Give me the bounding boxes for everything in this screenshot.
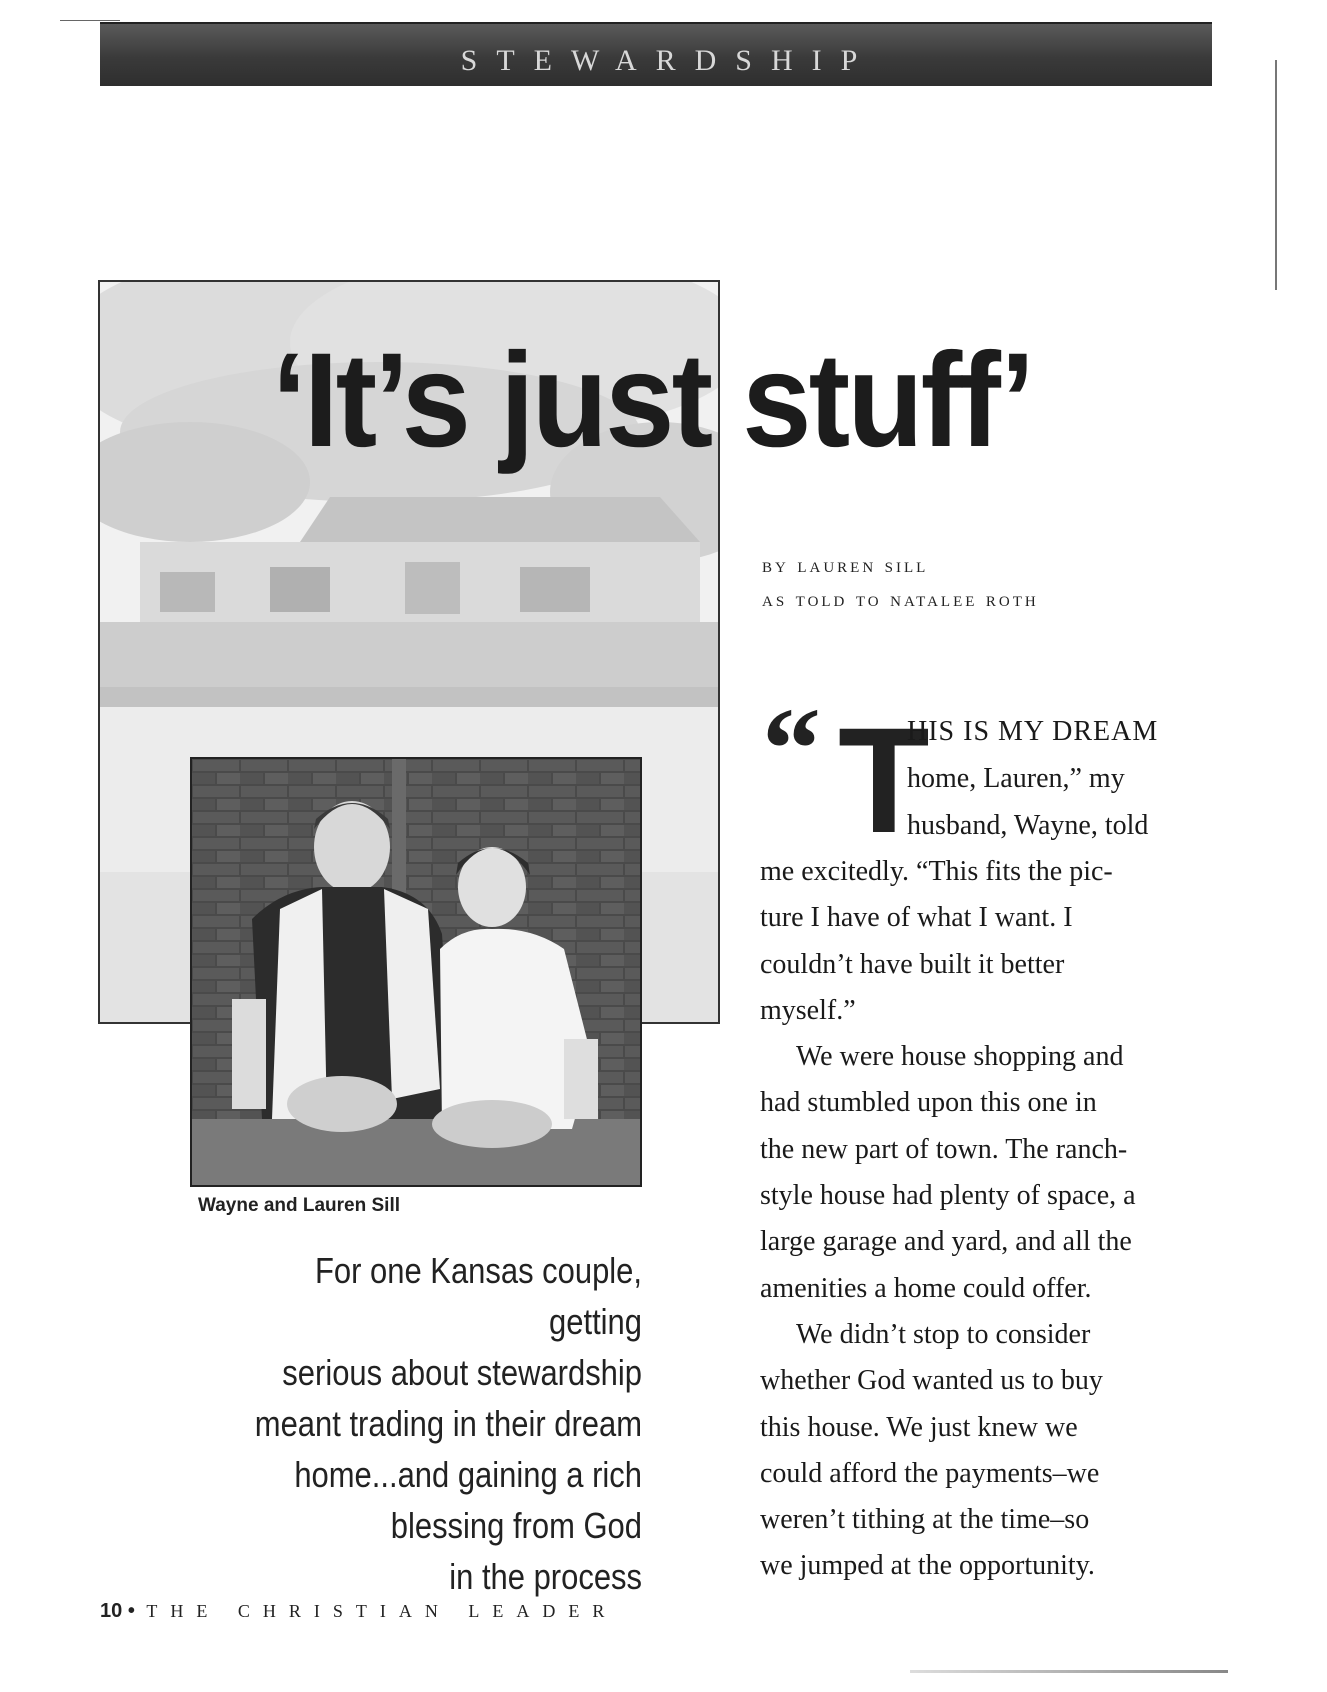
lead-line: home, Lauren,” my [907, 763, 1125, 794]
body-line: large garage and yard, and all the [760, 1226, 1132, 1258]
footer-separator: • [127, 1600, 135, 1622]
body-line: this house. We just knew we [760, 1411, 1078, 1443]
deck-line: meant trading in their dream [254, 1403, 643, 1444]
body-line: whether God wanted us to buy [760, 1365, 1103, 1397]
couple-photo [190, 757, 642, 1187]
dropcap-quote-mark: “ [762, 683, 821, 814]
body-line: amenities a home could offer. [760, 1272, 1092, 1304]
publication-name: THE CHRISTIAN LEADER [146, 1601, 618, 1621]
section-label: STEWARDSHIP [460, 44, 877, 77]
deck-line: For one Kansas couple, getting [314, 1250, 642, 1342]
body-line: we jumped at the opportunity. [760, 1550, 1095, 1582]
lead-lines [907, 708, 1158, 849]
lead-line: HIS IS MY DREAM [907, 716, 1159, 747]
photo-caption: Wayne and Lauren Sill [198, 1195, 401, 1216]
deck [227, 1245, 642, 1602]
body-line: could afford the payments–we [760, 1457, 1100, 1489]
body-line: couldn’t have built it better [760, 948, 1065, 980]
article-title: ‘It’s just stuff’ [272, 326, 1033, 475]
deck-line: blessing from God [390, 1505, 642, 1546]
article-body [760, 849, 1220, 1590]
deck-line: serious about stewardship [282, 1352, 642, 1393]
byline-author: by lauren sill [762, 552, 929, 577]
body-line: myself.” [760, 994, 856, 1026]
top-rule [60, 20, 120, 21]
body-line: me excitedly. “This fits the pic- [760, 856, 1113, 887]
body-line: the new part of town. The ranch- [760, 1133, 1128, 1165]
page-footer [100, 1600, 617, 1623]
body-line: style house had plenty of space, a [760, 1180, 1136, 1212]
page-number: 10 [100, 1600, 123, 1622]
body-line: ture I have of what I want. I [760, 902, 1073, 934]
bottom-rule [910, 1670, 1228, 1673]
page-edge-rule [1275, 60, 1277, 290]
body-line: We didn’t stop to consider [796, 1318, 1091, 1350]
dropcap-letter: T [838, 696, 930, 864]
deck-line: in the process [449, 1556, 642, 1597]
body-line: We were house shopping and [796, 1041, 1124, 1073]
body-line: weren’t tithing at the time–so [760, 1504, 1090, 1536]
byline-as-told-to: as told to natalee roth [762, 586, 1039, 611]
deck-line: home...and gaining a rich [294, 1454, 642, 1495]
body-line: had stumbled upon this one in [760, 1087, 1097, 1119]
section-header-band [100, 22, 1212, 86]
lead-line: husband, Wayne, told [907, 810, 1149, 841]
byline [762, 548, 1039, 616]
